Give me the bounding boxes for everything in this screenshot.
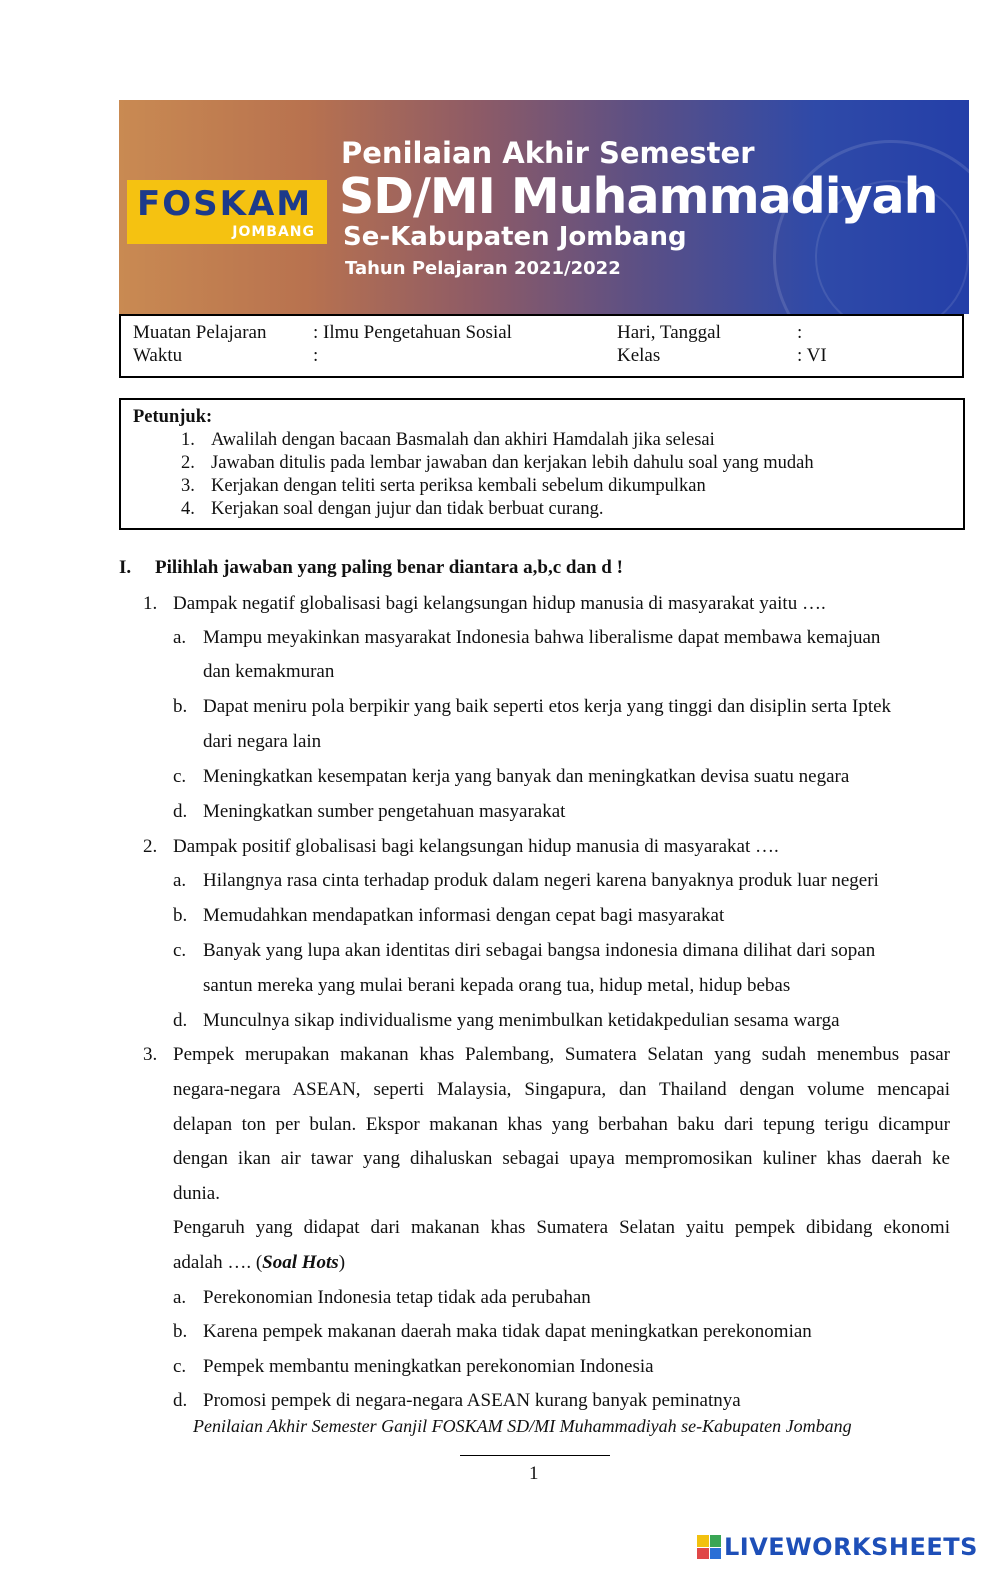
section-title: Pilihlah jawaban yang paling benar diantara a,b,c dan d ! — [155, 557, 623, 578]
question-paragraph-line: dunia. — [173, 1183, 220, 1204]
option-text: Banyak yang lupa akan identitas diri sebagai bangsa indonesia dimana dilihat dari sopan — [203, 940, 876, 961]
liveworksheets-logo-icon — [697, 1535, 721, 1559]
option-letter: b. — [173, 696, 188, 717]
hots-label: Soal Hots — [262, 1252, 339, 1273]
footer-text: Penilaian Akhir Semester Ganjil FOSKAM SD/MI Muhammadiyah se-Kabupaten Jombang — [193, 1416, 852, 1436]
footer-divider — [460, 1455, 610, 1456]
class-value: : VI — [797, 345, 827, 366]
logo-square — [710, 1548, 722, 1560]
banner-title-line2: SD/MI Muhammadiyah — [339, 168, 938, 225]
question-paragraph-line: Pempek merupakan makanan khas Palembang, Sumatera Selatan yang sudah menembus pasar — [173, 1044, 950, 1065]
option-text: Meningkatkan kesempatan kerja yang banyak dan meningkatkan devisa suatu negara — [203, 766, 850, 787]
option-text: Pempek membantu meningkatkan perekonomian Indonesia — [203, 1356, 654, 1377]
prompt-close: ) — [338, 1252, 346, 1273]
instruction-number: 1. — [181, 430, 195, 450]
option-text: Munculnya sikap individualisme yang menimbulkan ketidakpedulian sesama warga — [203, 1010, 840, 1031]
exam-info-box — [119, 314, 964, 378]
logo-square — [710, 1535, 722, 1547]
date-label: Hari, Tanggal — [617, 322, 721, 343]
option-letter: d. — [173, 801, 188, 822]
question-text: Dampak positif globalisasi bagi kelangsungan hidup manusia di masyarakat …. — [173, 836, 779, 857]
time-value: : — [313, 345, 319, 366]
question-number: 2. — [143, 836, 158, 857]
option-text: Mampu meyakinkan masyarakat Indonesia bahwa liberalisme dapat membawa kemajuan — [203, 627, 881, 648]
option-letter: a. — [173, 870, 187, 891]
prompt-text: adalah …. ( — [173, 1252, 263, 1273]
option-letter: c. — [173, 940, 187, 961]
logo-text: FOSKAM — [137, 184, 313, 224]
option-letter: b. — [173, 1321, 188, 1342]
option-letter: d. — [173, 1010, 188, 1031]
date-value: : — [797, 322, 803, 343]
banner-title-line3: Se-Kabupaten Jombang — [343, 222, 687, 252]
option-letter: a. — [173, 1287, 187, 1308]
option-text: Karena pempek makanan daerah maka tidak dapat meningkatkan perekonomian — [203, 1321, 812, 1342]
instruction-number: 2. — [181, 453, 195, 473]
logo-subtext: JOMBANG — [232, 224, 315, 240]
section-heading — [119, 557, 623, 579]
instruction-text: Kerjakan dengan teliti serta periksa kembali sebelum dikumpulkan — [211, 476, 706, 496]
option-text: Meningkatkan sumber pengetahuan masyarakat — [203, 801, 566, 822]
option-text: Memudahkan mendapatkan informasi dengan cepat bagi masyarakat — [203, 905, 725, 926]
instruction-item — [181, 499, 603, 520]
option-text-continued: dari negara lain — [203, 731, 322, 752]
option-letter: a. — [173, 627, 187, 648]
instruction-item — [181, 453, 814, 474]
question-number: 1. — [143, 593, 158, 614]
option-text: Perekonomian Indonesia tetap tidak ada perubahan — [203, 1287, 591, 1308]
class-label: Kelas — [617, 345, 661, 366]
option-letter: d. — [173, 1390, 188, 1411]
instruction-text: Jawaban ditulis pada lembar jawaban dan kerjakan lebih dahulu soal yang mudah — [211, 453, 814, 473]
question-paragraph-line: negara-negara ASEAN, seperti Malaysia, Singapura, dan Thailand dengan volume mencapai — [173, 1079, 950, 1100]
instruction-text: Kerjakan soal dengan jujur dan tidak berbuat curang. — [211, 499, 604, 519]
option-text: Dapat meniru pola berpikir yang baik seperti etos kerja yang tinggi dan disiplin serta Iptek — [203, 696, 892, 717]
instructions-box — [119, 398, 965, 530]
time-label: Waktu — [133, 345, 183, 366]
header-banner — [119, 100, 969, 314]
option-text: Promosi pempek di negara-negara ASEAN kurang banyak peminatnya — [203, 1390, 741, 1411]
logo-square — [697, 1548, 709, 1560]
question-paragraph-line: delapan ton per bulan. Ekspor makanan khas yang berbahan baku dari tepung terigu dicampur — [173, 1114, 950, 1135]
instruction-item — [181, 430, 715, 451]
section-number: I. — [119, 557, 132, 578]
question-prompt-line: Pengaruh yang didapat dari makanan khas Sumatera Selatan yaitu pempek dibidang ekonomi — [173, 1217, 950, 1238]
subject-value: : Ilmu Pengetahuan Sosial — [313, 322, 512, 343]
banner-title-line1: Penilaian Akhir Semester — [341, 136, 755, 170]
instruction-text: Awalilah dengan bacaan Basmalah dan akhiri Hamdalah jika selesai — [211, 430, 715, 450]
option-text-continued: santun mereka yang mulai berani kepada orang tua, hidup metal, hidup bebas — [203, 975, 791, 996]
option-letter: c. — [173, 1356, 187, 1377]
instructions-title: Petunjuk: — [133, 407, 213, 427]
subject-label: Muatan Pelajaran — [133, 322, 267, 343]
option-text: Hilangnya rasa cinta terhadap produk dalam negeri karena banyaknya produk luar negeri — [203, 870, 879, 891]
foskam-logo — [127, 180, 327, 244]
liveworksheets-watermark — [697, 1532, 978, 1562]
option-letter: b. — [173, 905, 188, 926]
question-text: Dampak negatif globalisasi bagi kelangsungan hidup manusia di masyarakat yaitu …. — [173, 593, 826, 614]
instruction-number: 3. — [181, 476, 195, 496]
question-paragraph-line: dengan ikan air tawar yang dihaluskan sebagai upaya mempromosikan kuliner khas daerah ke — [173, 1148, 950, 1169]
instruction-number: 4. — [181, 499, 195, 519]
logo-square — [697, 1535, 709, 1547]
watermark-text: LIVEWORKSHEETS — [724, 1533, 978, 1561]
option-text-continued: dan kemakmuran — [203, 661, 335, 682]
instruction-item — [181, 476, 706, 497]
option-letter: c. — [173, 766, 187, 787]
page-number: 1 — [529, 1463, 539, 1484]
question-prompt-end — [173, 1252, 345, 1274]
banner-year: Tahun Pelajaran 2021/2022 — [345, 258, 621, 279]
question-number: 3. — [143, 1044, 158, 1065]
